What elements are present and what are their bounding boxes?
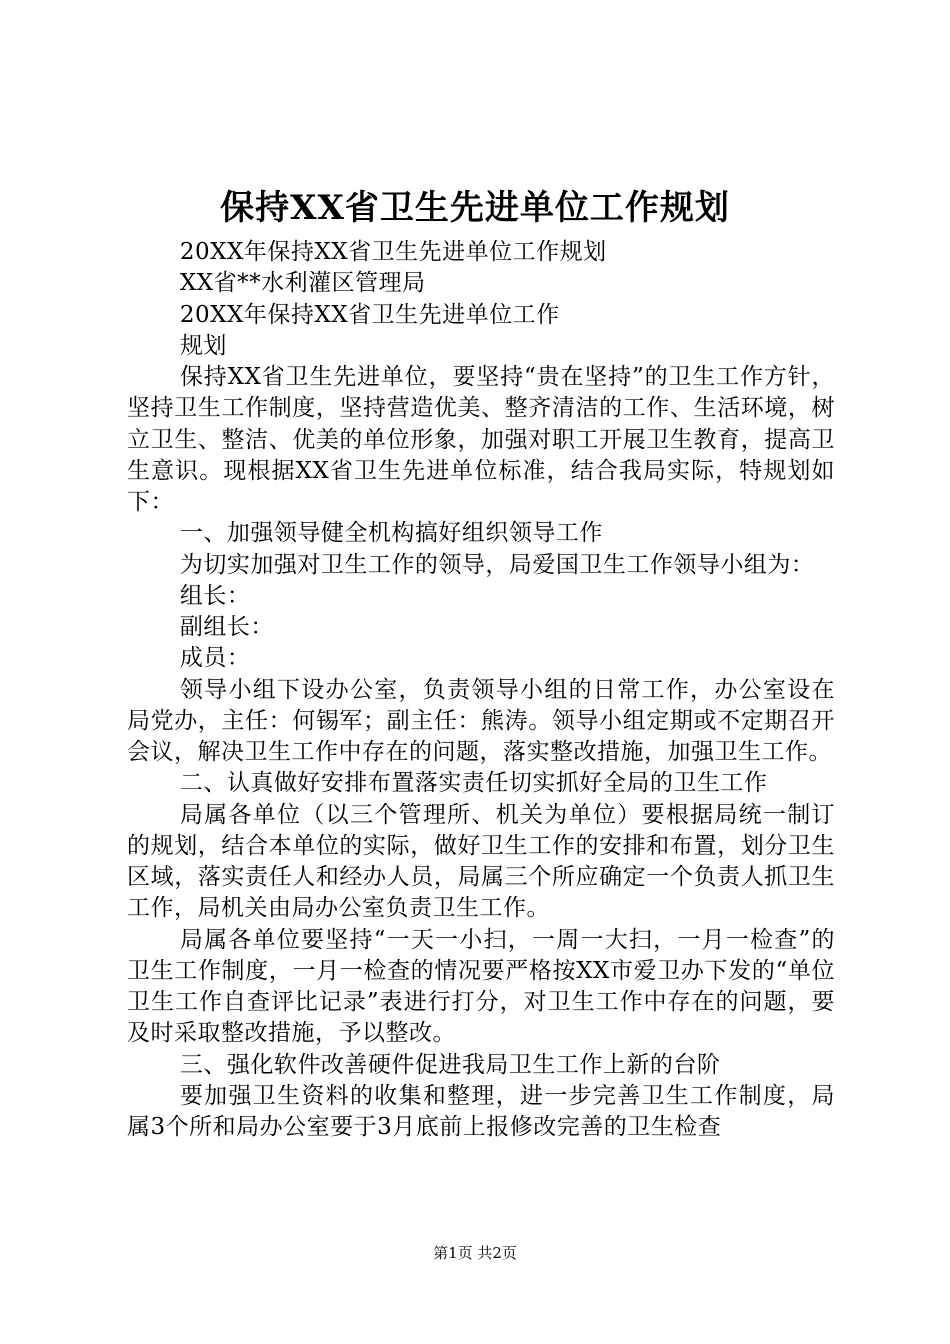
page-footer: 第1页 共2页 <box>433 1244 517 1262</box>
paragraph-leadership: 为切实加强对卫生工作的领导，局爱国卫生工作领导小组为： <box>179 551 815 578</box>
paragraph-system: 局属各单位要坚持“一天一小扫，一周一大扫，一月一检查”的卫生工作制度，一月一检查的情况要严格按XX市爱卫办下发的“单位卫生工作自查评比记录”表进行打分，对卫生工作中存在的问题，要及时采取整改措施，予以整改。 <box>127 926 835 1047</box>
section-heading-1: 一、加强领导健全机构搞好组织领导工作 <box>179 520 603 547</box>
paragraph-organization: XX省**水利灌区管理局 <box>179 270 426 297</box>
section-heading-2: 二、认真做好安排布置落实责任切实抓好全局的卫生工作 <box>179 770 768 797</box>
document-title: 保持XX省卫生先进单位工作规划 <box>220 188 730 228</box>
paragraph-heading-line1: 20XX年保持XX省卫生先进单位工作 <box>179 301 560 328</box>
paragraph-subtitle: 20XX年保持XX省卫生先进单位工作规划 <box>179 239 607 265</box>
paragraph-records: 要加强卫生资料的收集和整理，进一步完善卫生工作制度，局属3个所和局办公室要于3月底前上报修改完善的卫生检查 <box>127 1082 835 1140</box>
section-heading-3: 三、强化软件改善硬件促进我局卫生工作上新的台阶 <box>179 1051 721 1078</box>
paragraph-heading-line2: 规划 <box>179 332 227 359</box>
paragraph-intro: 保持XX省卫生先进单位，要坚持“贵在坚持”的卫生工作方针，坚持卫生工作制度，坚持营造优美、整齐清洁的工作、生活环境，树立卫生、整洁、优美的单位形象，加强对职工开展卫生教育，提高卫生意识。现根据XX省卫生先进单位标准，结合我局实际，特规划如下： <box>127 364 835 515</box>
paragraph-leader: 组长： <box>179 582 251 609</box>
paragraph-units: 局属各单位（以三个管理所、机关为单位）要根据局统一制订的规划，结合本单位的实际，做好卫生工作的安排和布置，划分卫生区域，落实责任人和经办人员，局属三个所应确定一个负责人抓卫生工作，局机关由局办公室负责卫生工作。 <box>127 801 835 922</box>
paragraph-deputy-leader: 副组长： <box>179 614 274 640</box>
paragraph-office: 领导小组下设办公室，负责领导小组的日常工作，办公室设在局党办，主任：何锡军；副主任：熊涛。领导小组定期或不定期召开会议，解决卫生工作中存在的问题，落实整改措施，加强卫生工作。 <box>127 676 835 765</box>
paragraph-members: 成员： <box>179 645 251 672</box>
document-body <box>127 237 835 1143</box>
